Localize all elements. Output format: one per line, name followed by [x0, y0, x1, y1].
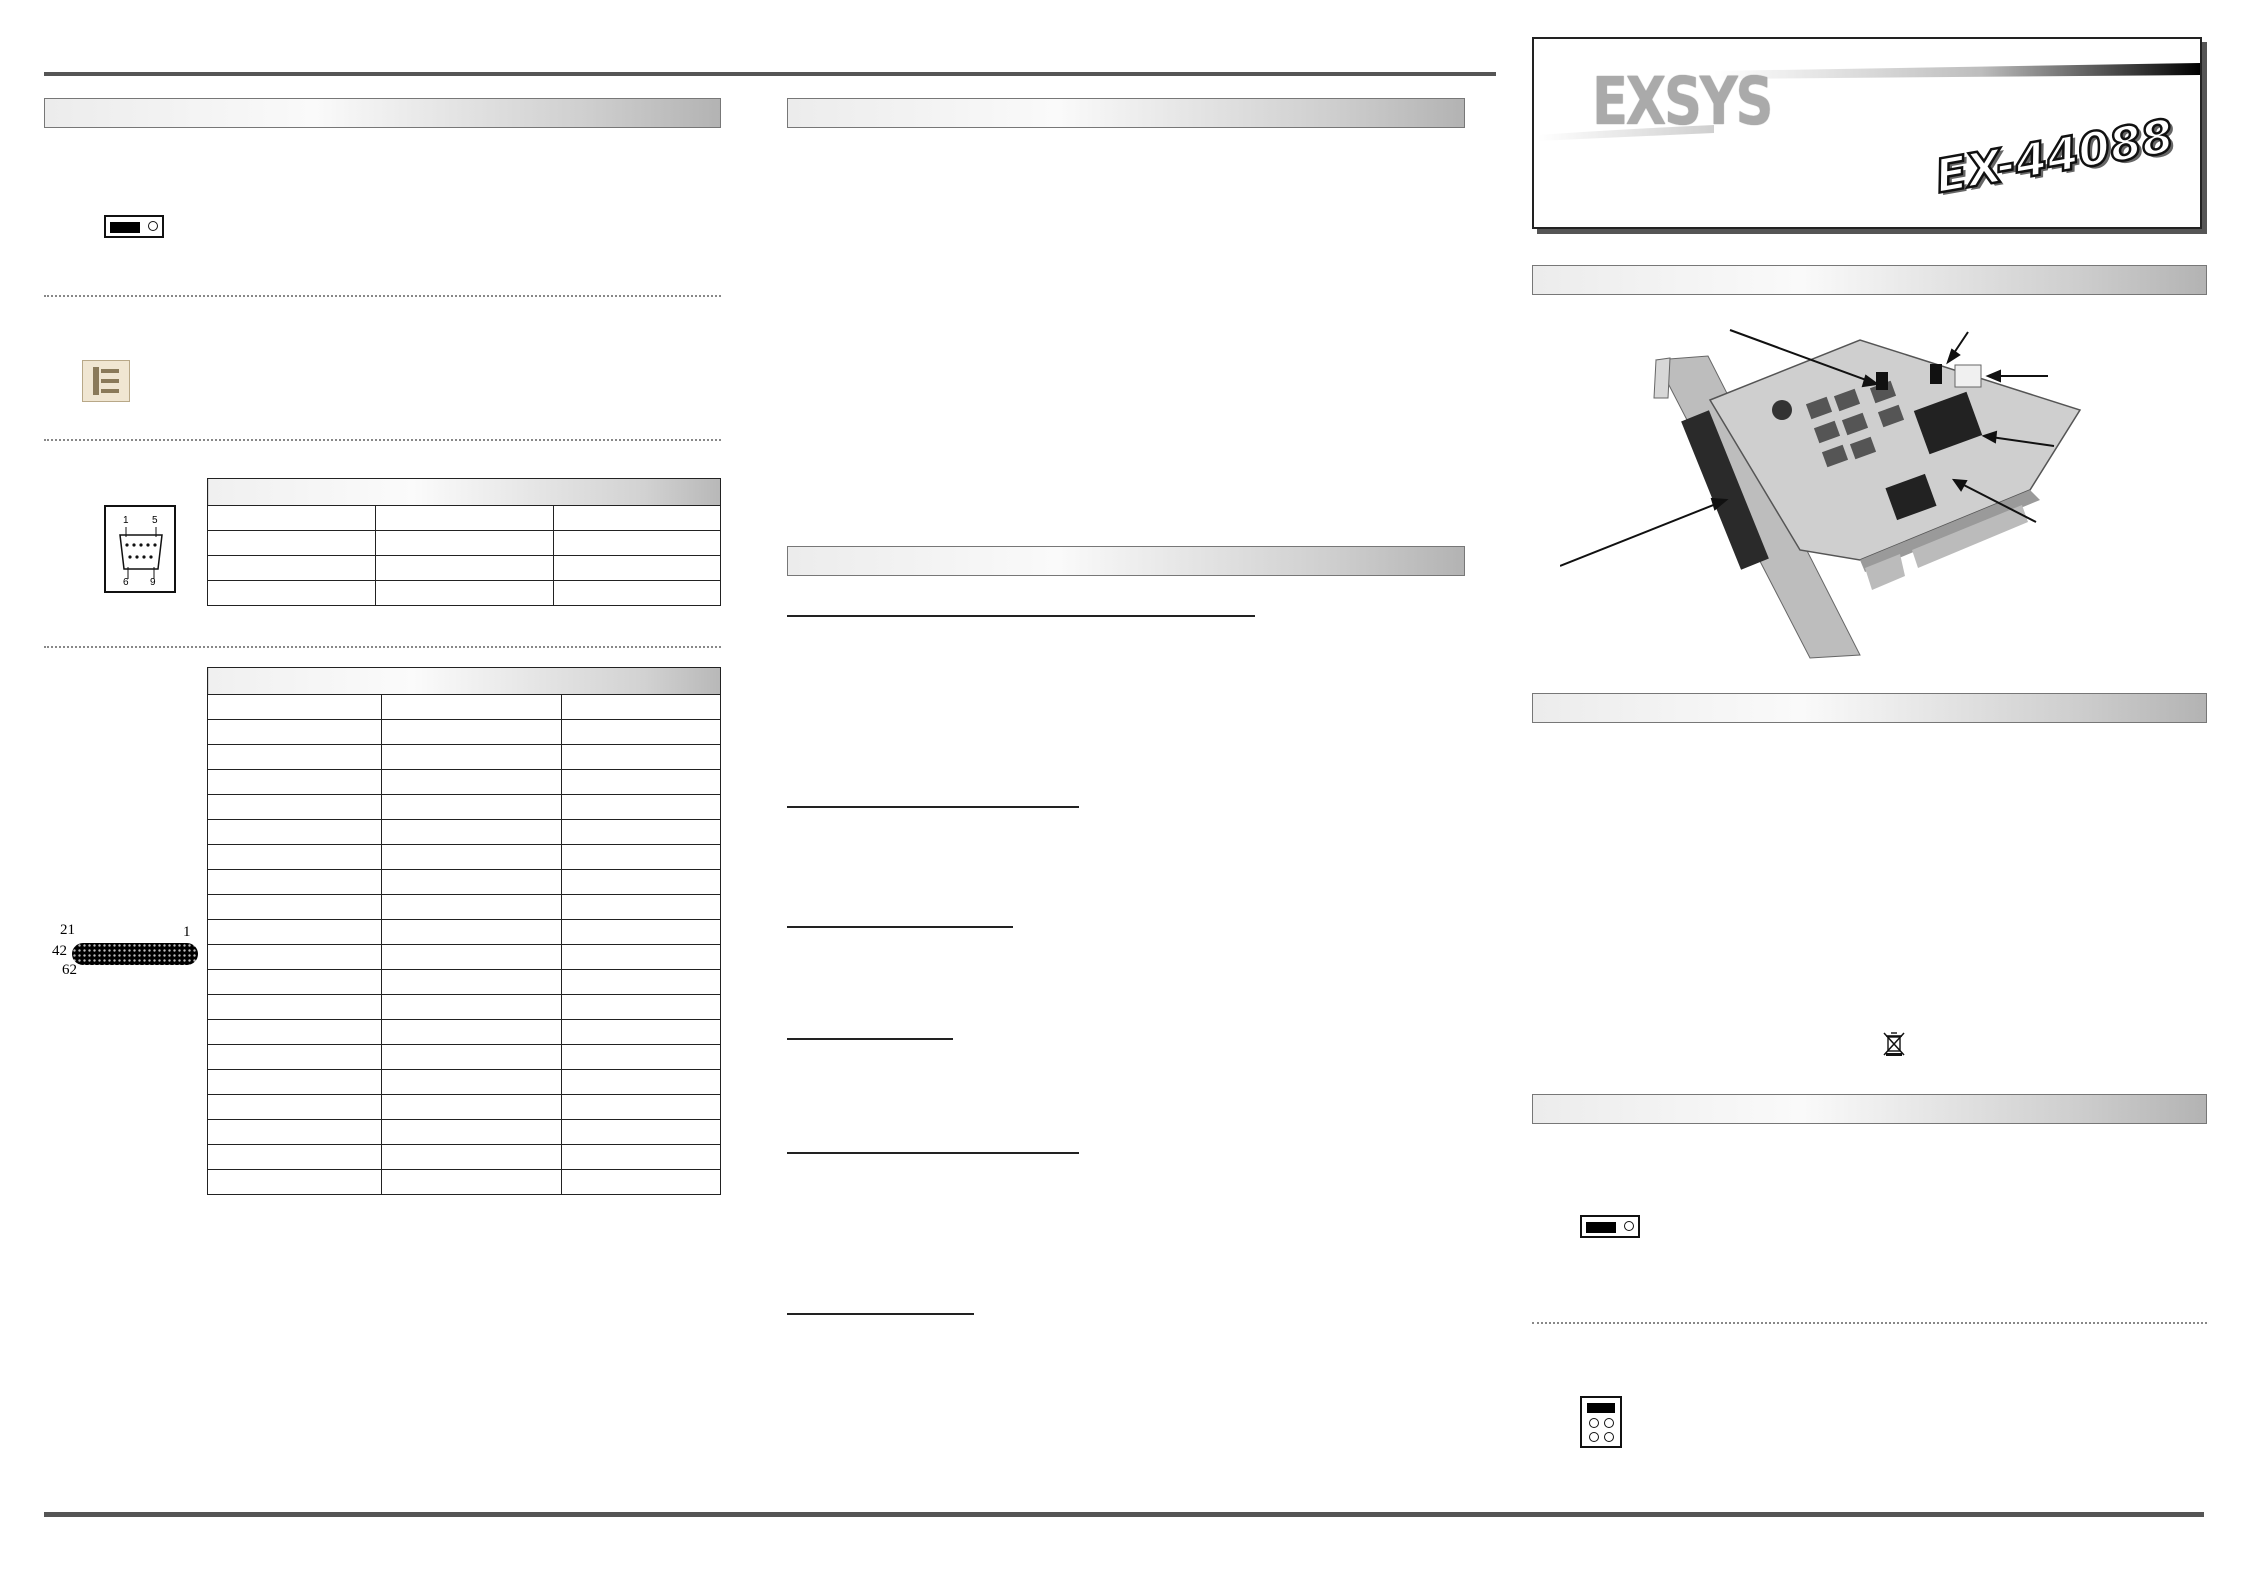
section-header-mid-2 [787, 546, 1465, 576]
table-row [208, 720, 721, 745]
power-connector [1955, 365, 1981, 387]
subheading-underline-1 [787, 615, 1255, 617]
table-row [208, 1070, 721, 1095]
section-header-left-1 [44, 98, 721, 128]
section-header-right-3 [1532, 1094, 2207, 1124]
table-row [208, 945, 721, 970]
section-header-right-1 [1532, 265, 2207, 295]
subheading-underline-6 [787, 1313, 974, 1315]
table-row [208, 1095, 721, 1120]
table-row [208, 745, 721, 770]
section-header-right-2 [1532, 693, 2207, 723]
divider-left-3 [44, 646, 721, 648]
pin-label-62: 62 [62, 962, 77, 978]
table-row [208, 870, 721, 895]
table-row [208, 556, 721, 581]
subheading-underline-2 [787, 806, 1079, 808]
section-header-mid-1 [787, 98, 1465, 128]
dsub-62-connector-icon [72, 943, 198, 965]
pcie-card-photo [1560, 300, 2120, 660]
pin-label-42: 42 [52, 943, 67, 959]
subheading-underline-3 [787, 926, 1013, 928]
connector-pin-table [207, 667, 721, 1195]
jumper-block-2 [1876, 372, 1888, 390]
db9-pin-6-label: 6 [123, 577, 129, 588]
db9-table-header [208, 479, 721, 506]
model-name: EX-44088 [1931, 108, 2178, 204]
pin-label-1: 1 [183, 924, 191, 940]
product-logo-box [1532, 37, 2202, 229]
db9-connector-diagram [104, 505, 176, 593]
db9-pin-table [207, 478, 721, 606]
jumper-block [1930, 364, 1942, 384]
db9-pin-5-label: 5 [152, 515, 158, 526]
table-row [208, 920, 721, 945]
brand-logo: EXSYS [1592, 63, 1772, 140]
divider-right-1 [1532, 1322, 2207, 1324]
table-row [208, 1020, 721, 1045]
divider-left-1 [44, 295, 721, 297]
pin-label-21: 21 [60, 922, 75, 938]
table-row [208, 695, 721, 720]
subheading-underline-4 [787, 1038, 953, 1040]
db9-pin-9-label: 9 [150, 577, 156, 588]
table-row [208, 970, 721, 995]
subheading-underline-5 [787, 1152, 1079, 1154]
table-row [208, 581, 721, 606]
capacitor [1772, 400, 1792, 420]
table-row [208, 845, 721, 870]
connector-table-header [208, 668, 721, 695]
top-rule [44, 72, 1496, 76]
table-row [208, 895, 721, 920]
table-row [208, 1045, 721, 1070]
jumper-icon [1580, 1215, 1640, 1238]
table-row [208, 531, 721, 556]
power-connector-icon [82, 360, 130, 402]
jumper-block-icon [1580, 1396, 1622, 1448]
table-row [208, 770, 721, 795]
db9-shell [106, 507, 178, 595]
table-row [208, 1120, 721, 1145]
table-row [208, 820, 721, 845]
table-row [208, 795, 721, 820]
crossed-out-bin-icon [1882, 1031, 1906, 1057]
table-row [208, 1170, 721, 1195]
table-row [208, 506, 721, 531]
jumper-icon [104, 215, 164, 238]
db9-pin-1-label: 1 [123, 515, 129, 526]
divider-left-2 [44, 439, 721, 441]
table-row [208, 995, 721, 1020]
table-row [208, 1145, 721, 1170]
bottom-rule [44, 1512, 2204, 1517]
